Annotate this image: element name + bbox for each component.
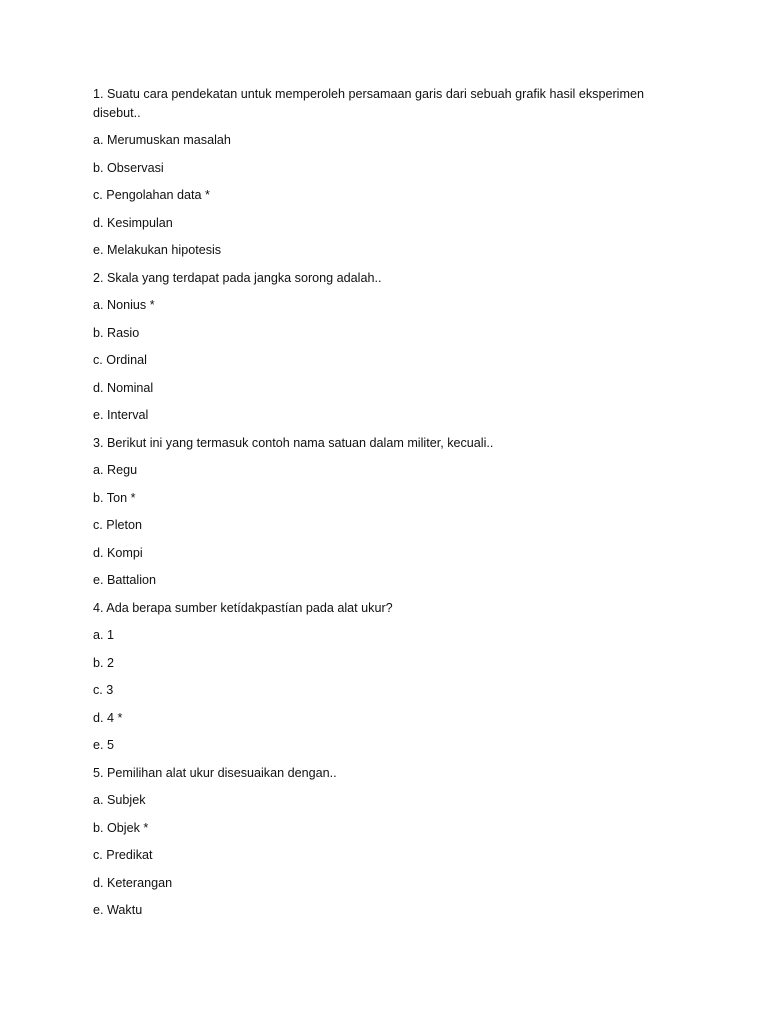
- option-item: c. Pengolahan data *: [93, 188, 210, 202]
- option-item: e. 5: [93, 738, 115, 752]
- question-text: 5. Pemilihan alat ukur disesuaikan dengan..: [93, 765, 337, 780]
- option-item: d. 4 *: [93, 710, 123, 725]
- option-item: b. 2: [93, 655, 115, 670]
- question-block-1: [93, 85, 673, 260]
- option-item: a. Nonius *: [93, 298, 155, 312]
- option-item: d. Keterangan: [93, 875, 173, 890]
- question-block-3: [93, 434, 673, 590]
- option-item: e. Battalion: [93, 573, 157, 587]
- option-item: b. Observasi: [93, 160, 164, 175]
- option-item: a. Merumuskan masalah: [93, 133, 231, 147]
- question-block-5: [93, 764, 673, 920]
- option-item: c. Ordinal: [93, 353, 147, 367]
- option-item: a. Regu: [93, 463, 138, 477]
- question-text: 1. Suatu cara pendekatan untuk memperoleh persamaan garis dari sebuah grafik hasil eksperimen disebut..: [93, 87, 648, 120]
- option-item: d. Kesimpulan: [93, 215, 173, 230]
- option-item: e. Melakukan hipotesis: [93, 243, 222, 257]
- option-item: d. Kompi: [93, 545, 143, 560]
- option-item: e. Interval: [93, 408, 149, 422]
- document-page: [93, 85, 673, 929]
- option-item: c. Pleton: [93, 518, 143, 532]
- option-item: c. Predikat: [93, 848, 153, 862]
- option-item: c. 3: [93, 683, 114, 697]
- option-item: b. Ton *: [93, 490, 136, 505]
- option-item: e. Waktu: [93, 903, 143, 917]
- option-item: d. Nominal: [93, 380, 154, 395]
- question-text: 3. Berikut ini yang termasuk contoh nama satuan dalam militer, kecuali..: [93, 435, 494, 450]
- question-block-2: [93, 269, 673, 425]
- question-text: 2. Skala yang terdapat pada jangka sorong adalah..: [93, 270, 382, 285]
- option-item: a. Subjek: [93, 793, 146, 807]
- question-text: 4. Ada berapa sumber ketídakpastían pada alat ukur?: [93, 600, 393, 615]
- question-block-4: [93, 599, 673, 755]
- option-item: a. 1: [93, 628, 115, 642]
- option-item: b. Rasio: [93, 325, 140, 340]
- option-item: b. Objek *: [93, 820, 149, 835]
